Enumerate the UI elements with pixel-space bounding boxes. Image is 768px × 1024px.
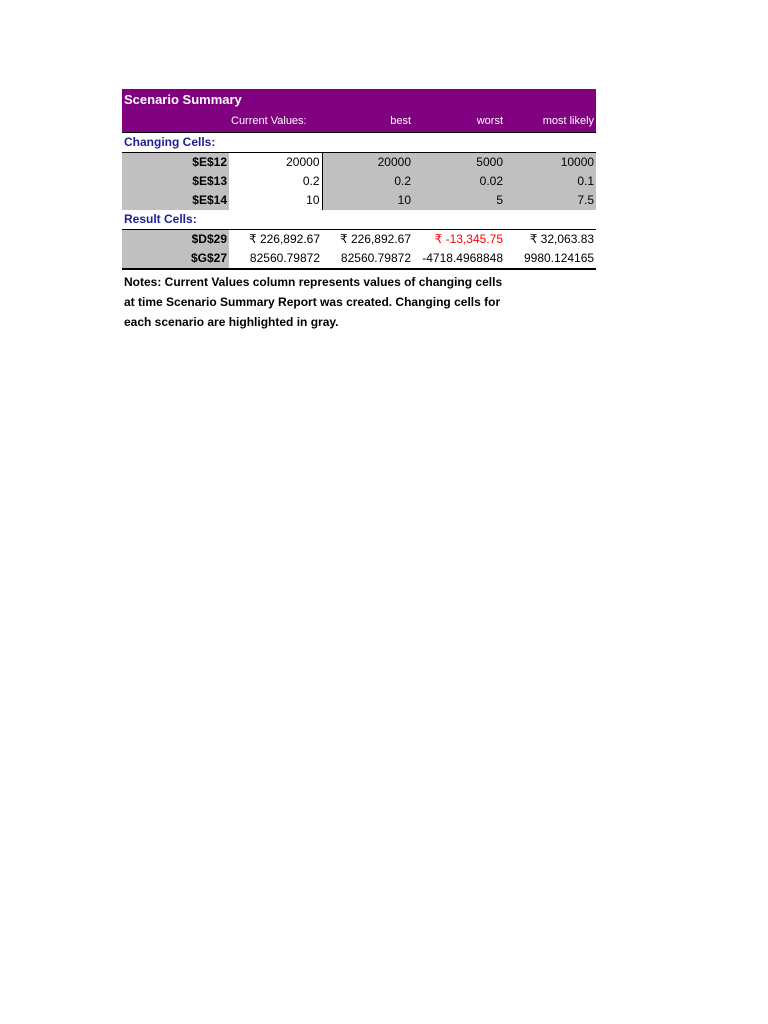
best-value: 0.2 [322, 172, 413, 191]
most-likely-value: ₹ 32,063.83 [529, 232, 595, 246]
changing-cells-section [122, 133, 596, 153]
header-best: best [322, 110, 413, 133]
header-current-values: Current Values: [229, 110, 322, 133]
best-value: ₹ 226,892.67 [339, 232, 411, 246]
cell-ref: $E$14 [122, 191, 229, 210]
header-worst: worst [413, 110, 505, 133]
changing-cells-label: Changing Cells: [122, 133, 229, 153]
report-title: Scenario Summary [122, 89, 596, 110]
current-value: 0.2 [229, 172, 322, 191]
cell-ref: $D$29 [122, 230, 229, 250]
cell-ref: $E$13 [122, 172, 229, 191]
cell-ref: $E$12 [122, 153, 229, 173]
scenario-summary-table [122, 89, 596, 270]
column-header-row [122, 110, 596, 133]
current-value: 82560.79872 [229, 249, 322, 269]
table-row [122, 153, 596, 173]
header-most-likely: most likely [505, 110, 596, 133]
table-row [122, 172, 596, 191]
worst-value: 0.02 [413, 172, 505, 191]
title-row [122, 89, 596, 110]
cell-ref: $G$27 [122, 249, 229, 269]
best-value: 20000 [322, 153, 413, 173]
header-blank [122, 110, 229, 133]
table-row [122, 191, 596, 210]
worst-value: 5000 [413, 153, 505, 173]
worst-value: ₹ -13,345.75 [434, 232, 503, 246]
best-value: 82560.79872 [322, 249, 413, 269]
section-filler [229, 133, 596, 153]
current-value: 10 [229, 191, 322, 210]
best-value: 10 [322, 191, 413, 210]
result-cells-label: Result Cells: [122, 210, 229, 230]
most-likely-value: 0.1 [505, 172, 596, 191]
scenario-summary-report [122, 89, 596, 332]
most-likely-value: 10000 [505, 153, 596, 173]
result-cells-section [122, 210, 596, 230]
current-value: 20000 [229, 153, 322, 173]
table-row [122, 230, 596, 250]
table-row [122, 249, 596, 269]
report-notes: Notes: Current Values column represents values of changing cells at time Scenario Summary Report was created. Changing cells for each scenario are highlighted in gray. [124, 275, 503, 329]
section-filler [229, 210, 596, 230]
worst-value: 5 [413, 191, 505, 210]
current-value: ₹ 226,892.67 [248, 232, 320, 246]
worst-value: -4718.4968848 [413, 249, 505, 269]
most-likely-value: 9980.124165 [505, 249, 596, 269]
most-likely-value: 7.5 [505, 191, 596, 210]
